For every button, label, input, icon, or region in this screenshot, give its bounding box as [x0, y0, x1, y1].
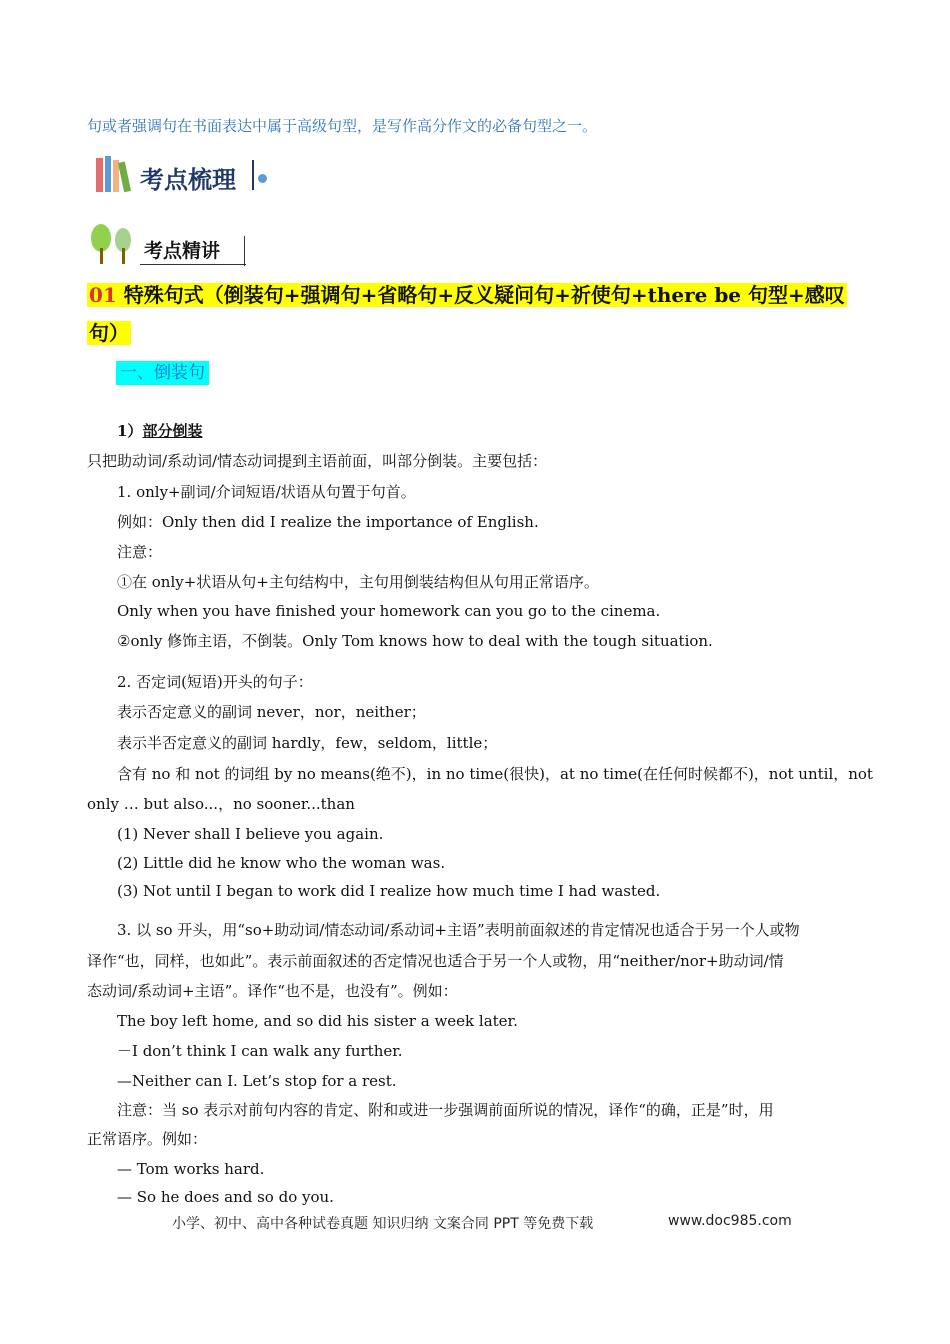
body-line: ①在 only+状语从句+主句结构中，主句用倒装结构但从句用正常语序。 [117, 573, 599, 591]
body-line: 注意：当 so 表示对前句内容的肯定、附和或进一步强调前面所说的情况，译作“的确，正是”时，用 [117, 1101, 774, 1119]
body-line: only … but also...，no sooner...than [87, 795, 355, 813]
body-line: ②only 修饰主语，不倒装。Only Tom knows how to deal with the tough situation. [117, 632, 713, 650]
banner-divider [252, 160, 254, 190]
section-title-line1 [87, 277, 847, 313]
body-line: 含有 no 和 not 的词组 by no means(绝不)，in no time(很快)，at no time(在任何时候都不)，not until，not [117, 765, 873, 783]
body-line: 1. only+副词/介词短语/状语从句置于句首。 [117, 483, 416, 501]
body-line: —Neither can I. Let’s stop for a rest. [117, 1072, 397, 1090]
section-number: 01 [89, 283, 117, 307]
part-label-number: 1） [117, 422, 143, 440]
body-line: The boy left home, and so did his sister a week later. [117, 1012, 518, 1030]
body-line: 表示半否定意义的副词 hardly，few，seldom，little； [117, 734, 498, 752]
body-line: 注意： [117, 543, 163, 561]
body-line: — Tom works hard. [117, 1160, 265, 1178]
part-label [117, 421, 202, 441]
dot-icon [258, 174, 267, 183]
body-line: (2) Little did he know who the woman was. [117, 854, 446, 872]
banner-underline [140, 264, 246, 265]
footer-link[interactable]: www.doc985.com [668, 1213, 792, 1229]
body-line: — So he does and so do you. [117, 1188, 334, 1206]
body-line: 例如：Only then did I realize the importance of English. [117, 513, 539, 531]
part-intro: 只把助动词/系动词/情态动词提到主语前面，叫部分倒装。主要包括： [87, 452, 548, 470]
body-line: 3. 以 so 开头，用“so+助动词/情态动词/系动词+主语”表明前面叙述的肯定情况也适合于另一个人或物 [117, 921, 800, 939]
body-line: (1) Never shall I believe you again. [117, 825, 384, 843]
section-title-text-2: 句） [89, 321, 129, 345]
body-line: (3) Not until I began to work did I realize how much time I had wasted. [117, 882, 661, 900]
explain-banner-title: 考点精讲 [144, 240, 221, 262]
review-banner [92, 150, 272, 198]
body-line: 表示否定意义的副词 never，nor，neither； [117, 703, 426, 721]
body-line: 态动词/系动词+主语”。译作“也不是，也没有”。例如： [87, 982, 458, 1000]
body-line: 译作“也，同样，也如此”。表示前面叙述的否定情况也适合于另一个人或物，用“neither/nor+助动词/情 [87, 952, 784, 970]
section-title-line2 [87, 315, 131, 351]
body-line: Only when you have finished your homework can you go to the cinema. [117, 602, 661, 620]
explain-banner [88, 222, 248, 268]
part-label-text: 部分倒装 [142, 422, 203, 440]
trees-icon [88, 222, 136, 266]
body-line: －I don’t think I can walk any further. [117, 1042, 403, 1060]
body-line: 2. 否定词(短语)开头的句子： [117, 673, 313, 691]
intro-text: 句或者强调句在书面表达中属于高级句型，是写作高分作文的必备句型之一。 [87, 117, 598, 135]
books-icon [94, 152, 134, 196]
body-line: 正常语序。例如： [87, 1130, 208, 1148]
section-title-text: 特殊句式（倒装句+强调句+省略句+反义疑问句+祈使句+there be 句型+感叹 [116, 283, 845, 307]
subsection-title: 一、倒装句 [116, 361, 209, 385]
footer-text: 小学、初中、高中各种试卷真题 知识归纳 文案合同 PPT 等免费下载 [172, 1216, 594, 1232]
banner-divider [244, 236, 245, 266]
review-banner-title: 考点梳理 [140, 166, 236, 194]
